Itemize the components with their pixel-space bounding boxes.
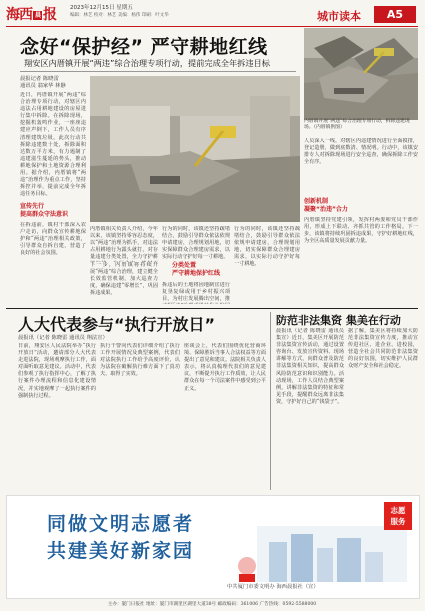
lead-byline: 晨报记者 陈晓雷 通讯员 翁家华 林静	[20, 76, 66, 89]
page-footer: 主办：厦门日报社 地址：厦门市湖里区湖里大道38号 邮政编码：361006 广告热线：0592-5588000	[107, 602, 317, 607]
story2-column-1: 日前，翔安区人民法院举办“执行开放日”活动，邀请部分人大代表走进法院，现场观摩执行工作，面对面听取意见建议。活动中，代表们参观了执行指挥中心，了解了执行案件办理流程和信息化建设情况，并实地观摩了一起执行案件的强制执行过程。	[18, 343, 96, 399]
story2-byline: 晨报讯（记者 陈晓雷 通讯员 翔法宣）	[18, 335, 108, 341]
demolition-photo	[304, 28, 418, 120]
volunteer-badge: 志愿 服务	[384, 502, 412, 530]
subhead-divider	[20, 71, 296, 72]
column-divider	[270, 312, 271, 490]
masthead-seal-icon: 晨	[34, 11, 40, 19]
lead-column-3b: 拆违后的土地将因地制宜进行复垦复绿或用于乡村振兴项目，为村庄发展腾出空间，推	[162, 282, 230, 303]
story2-headline: 人大代表参与“执行开放日”	[18, 315, 216, 334]
photo-illustration	[304, 28, 418, 120]
section-name: 城市读本	[317, 10, 361, 23]
volunteer-ad-banner	[6, 495, 420, 599]
lead-column-5: 人员深入一线，对辖区内违建情况进行全面摸排，登记造册，做到底数清、情况明。行动中，该镇安排专人对拆除现场进行安全巡查，确保拆除工作安全有序。	[304, 138, 418, 166]
lead-column-2b: 下一步，内厝镇将持续开展“两违”综合治理，建立健全长效监管机制，加大巡查力度，确保违建“零增长”，巩固拆违成果。	[90, 262, 158, 297]
masthead-logo	[6, 4, 66, 24]
lead-column-4: 行为的同时，该镇还坚持疏堵结合，鼓励引导群众依法依规申请建房，合理规划用地，切实保障群众合理建房需求，以实际行动守护好每一寸耕地。	[234, 226, 300, 268]
story2-column-3: 座谈会上，代表们围绕优化营商环境、保障胜诉当事人合法权益等方面提出了意见和建议。法院相关负责人表示，将认真梳理代表们的意见建议，不断提升执行工作质效，让人民群众在每一个司法案件中感受到公平正义。	[184, 343, 266, 392]
lead-column-1: 近日，内厝镇开展“两违”综合治理专项行动，对辖区内违法占用耕地建设的房屋进行集中拆除。在拆除现场，挖掘机轰鸣作业，一座座违建应声倒下，工作人员有序清理建筑垃圾。此次行动共拆除违建数十处，拆除面积达数万平方米，有力遏制了违建滋生蔓延的势头，推动耕地保护和土地资源合理利用。据介绍，内厝镇将“两违”治理作为重点工作，坚持拆控并举，提前完成全年拆违任务目标。	[20, 92, 86, 198]
ad-sponsor-line: 中共厦门市委文明办 海西晨报社（宣）	[227, 584, 319, 590]
page-number-badge: A5	[374, 6, 416, 23]
lead-subhead: 翔安区内厝镇开展“两违”综合治理专项行动，提前完成全年拆违目标	[24, 58, 270, 68]
story3-column-1: 晨报讯（记者 陈晓雷 通讯员 集宣）近日，集美区开展防范非法集资宣传活动，通过设置咨询台、发放宣传资料、现场讲解等方式，向群众普及防范非法集资相关知识，提高群众风险防范意识和识别能力。活动现场，工作人员结合典型案例，讲解非法集资的特征和常见手段，提醒群众远离非法集资，守护好自己的“钱袋子”。	[276, 328, 344, 405]
dateline	[70, 5, 169, 19]
editor-credits: 编辑：林艺 校对：林艺 美编：杨伟 印刷：叶文华	[70, 13, 169, 18]
lead-headline: 念好“保护经” 严守耕地红线	[20, 36, 268, 58]
story2-column-2: 执行干警向代表们详细介绍了执行工作开展情况及典型案例，代表们对法院执行工作给予高度评价，认为法院在破解执行难方面下了真功夫、取得了实效。	[100, 343, 180, 378]
lead-col3-subheading: 分类处置 严守耕地保护红线	[172, 262, 221, 277]
ad-slogan-line-1: 同做文明志愿者	[47, 513, 195, 535]
story3-headline: 防范非法集资 集美在行动	[276, 314, 401, 327]
lead-col5-subheading: 创新机制 凝聚“治违”合力	[304, 198, 348, 213]
date-text: 2023年12月15日 星期五	[70, 5, 133, 11]
section-divider	[6, 308, 418, 309]
header-divider	[6, 26, 418, 27]
lead-column-2: 内厝镇相关负责人介绍，今年以来，该镇坚持零容忍态度，以“两违”治理为抓手，对违法占用耕地行为露头就打，对存量违建分类处置，全力守护耕	[90, 226, 158, 261]
photo-caption: 内厝镇开展“两违”综合治理专项行动，拆除违建现场。（内厝镇供图）	[304, 119, 410, 130]
lead-column-5b: 内厝镇坚持党建引领，发挥村两委和党员干部作用，形成上下联动、齐抓共管的工作格局。下一步，该镇将持续巩固拆违成果，守护好耕地红线，为全区高质量发展贡献力量。	[304, 217, 418, 245]
lead-column-1b: 在拆违前，镇村干部深入农户走访，向群众宣传耕地保护和“两违”治理相关政策，引导群众自拆自建，营造了良好的社会氛围。	[20, 222, 86, 257]
lead-main-photo	[90, 76, 300, 222]
masthead-text: 海西 晨 报	[6, 7, 56, 23]
lead-photo-illustration	[90, 76, 300, 222]
ad-slogan-line-2: 共建美好新家园	[47, 540, 195, 562]
lead-column-3: 行为的同时，该镇还坚持疏堵结合，鼓励引导群众依法依规申请建房，合理规划用地，切实保障群众合理建房需求，以实际行动守护好每一寸耕地。	[162, 226, 230, 261]
lead-col1-subheading: 宣传先行 提高群众守法意识	[20, 203, 69, 218]
story3-column-2: 据了解，集美区将持续加大防范非法集资宣传力度，推动宣传进社区、进企业、进校园，营造全社会共同防范非法集资的良好氛围，切实维护人民群众财产安全和社会稳定。	[348, 328, 418, 370]
